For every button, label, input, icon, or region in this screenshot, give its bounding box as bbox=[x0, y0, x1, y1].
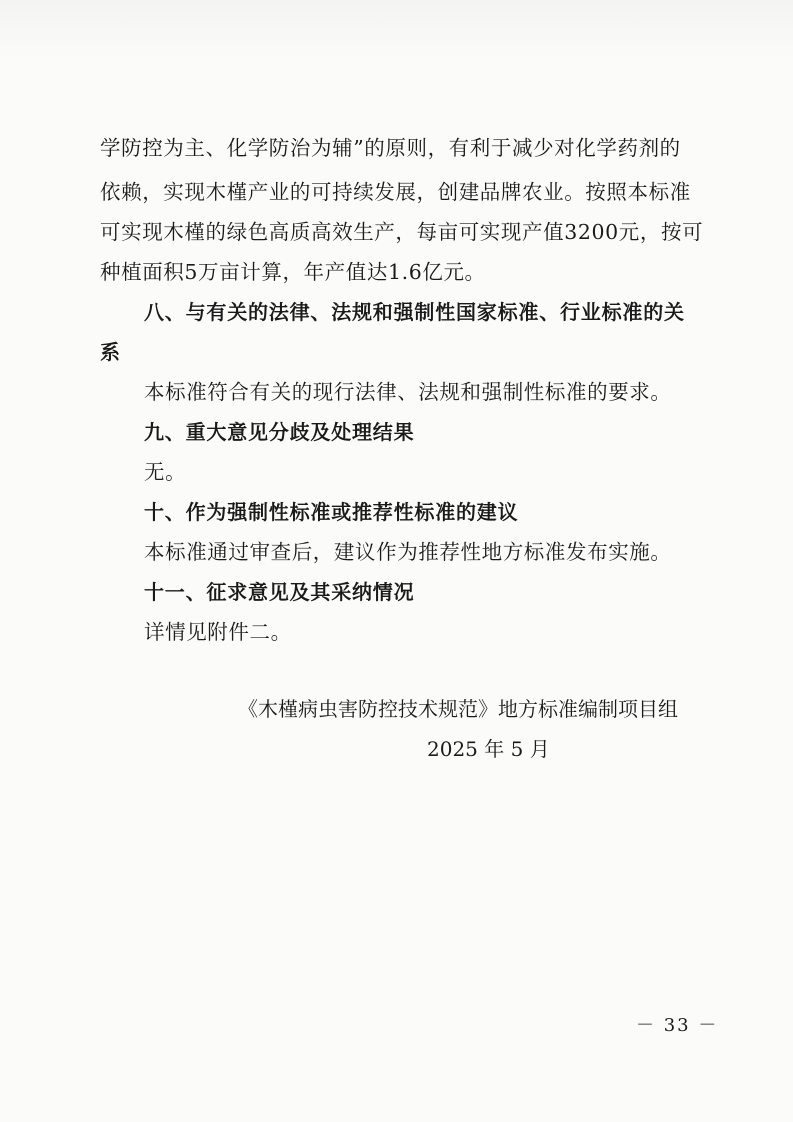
body-line-1: 学防控为主、化学防治为辅”的原则，有利于减少对化学药剂的 bbox=[100, 136, 681, 160]
section-8-heading-line-2: 系 bbox=[100, 340, 121, 364]
section-10-text: 本标准通过审查后，建议作为推荐性地方标准发布实施。 bbox=[144, 540, 672, 564]
page-number: － 33 － bbox=[636, 1015, 719, 1036]
scan-shadow bbox=[0, 0, 793, 60]
body-line-2: 依赖，实现木槿产业的可持续发展，创建品牌农业。按照本标准 bbox=[100, 180, 691, 204]
body-line-3: 可实现木槿的绿色高质高效生产，每亩可实现产值3200元，按可 bbox=[100, 220, 704, 244]
section-11-text: 详情见附件二。 bbox=[144, 620, 292, 644]
date-line: 2025 年 5 月 bbox=[427, 737, 550, 761]
section-9-text: 无。 bbox=[144, 460, 187, 484]
signature-line: 《木槿病虫害防控技术规范》地方标准编制项目组 bbox=[238, 697, 678, 721]
section-11-heading: 十一、征求意见及其采纳情况 bbox=[144, 580, 415, 604]
section-8-heading-line-1: 八、与有关的法律、法规和强制性国家标准、行业标准的关 bbox=[144, 300, 685, 324]
section-10-heading: 十、作为强制性标准或推荐性标准的建议 bbox=[144, 500, 519, 524]
section-8-text: 本标准符合有关的现行法律、法规和强制性标准的要求。 bbox=[144, 380, 672, 404]
body-line-4: 种植面积5万亩计算，年产值达1.6亿元。 bbox=[100, 260, 486, 284]
section-9-heading: 九、重大意见分歧及处理结果 bbox=[144, 420, 415, 444]
